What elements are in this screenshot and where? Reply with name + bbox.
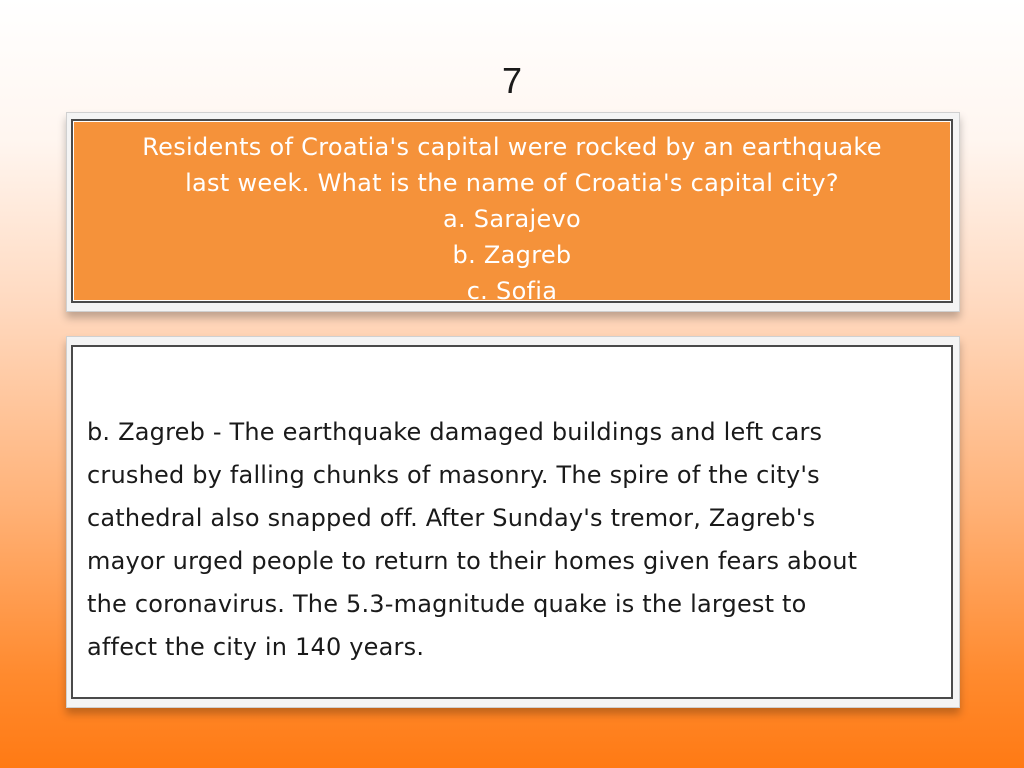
answer-line: affect the city in 140 years. [87,633,425,661]
option-b: b. Zagreb [452,241,572,269]
option-a: a. Sarajevo [442,205,582,233]
answer-line: crushed by falling chunks of masonry. The spire of the city's [87,461,820,489]
answer-box [71,345,953,699]
option-c: c. Sofia [466,277,558,305]
answer-line: b. Zagreb - The earthquake damaged buildings and left cars [87,418,823,446]
answer-card [66,336,960,708]
question-line: Residents of Croatia's capital were rocked by an earthquake [142,133,882,161]
slide-number: 7 [501,60,523,101]
answer-line: the coronavirus. The 5.3-magnitude quake is the largest to [87,590,807,618]
question-box [71,119,953,303]
question-card [66,112,960,312]
answer-text [87,411,947,669]
answer-line: cathedral also snapped off. After Sunday's tremor, Zagreb's [87,504,816,532]
answer-line: mayor urged people to return to their homes given fears about [87,547,858,575]
question-text [73,129,951,309]
question-line: last week. What is the name of Croatia's capital city? [185,169,839,197]
